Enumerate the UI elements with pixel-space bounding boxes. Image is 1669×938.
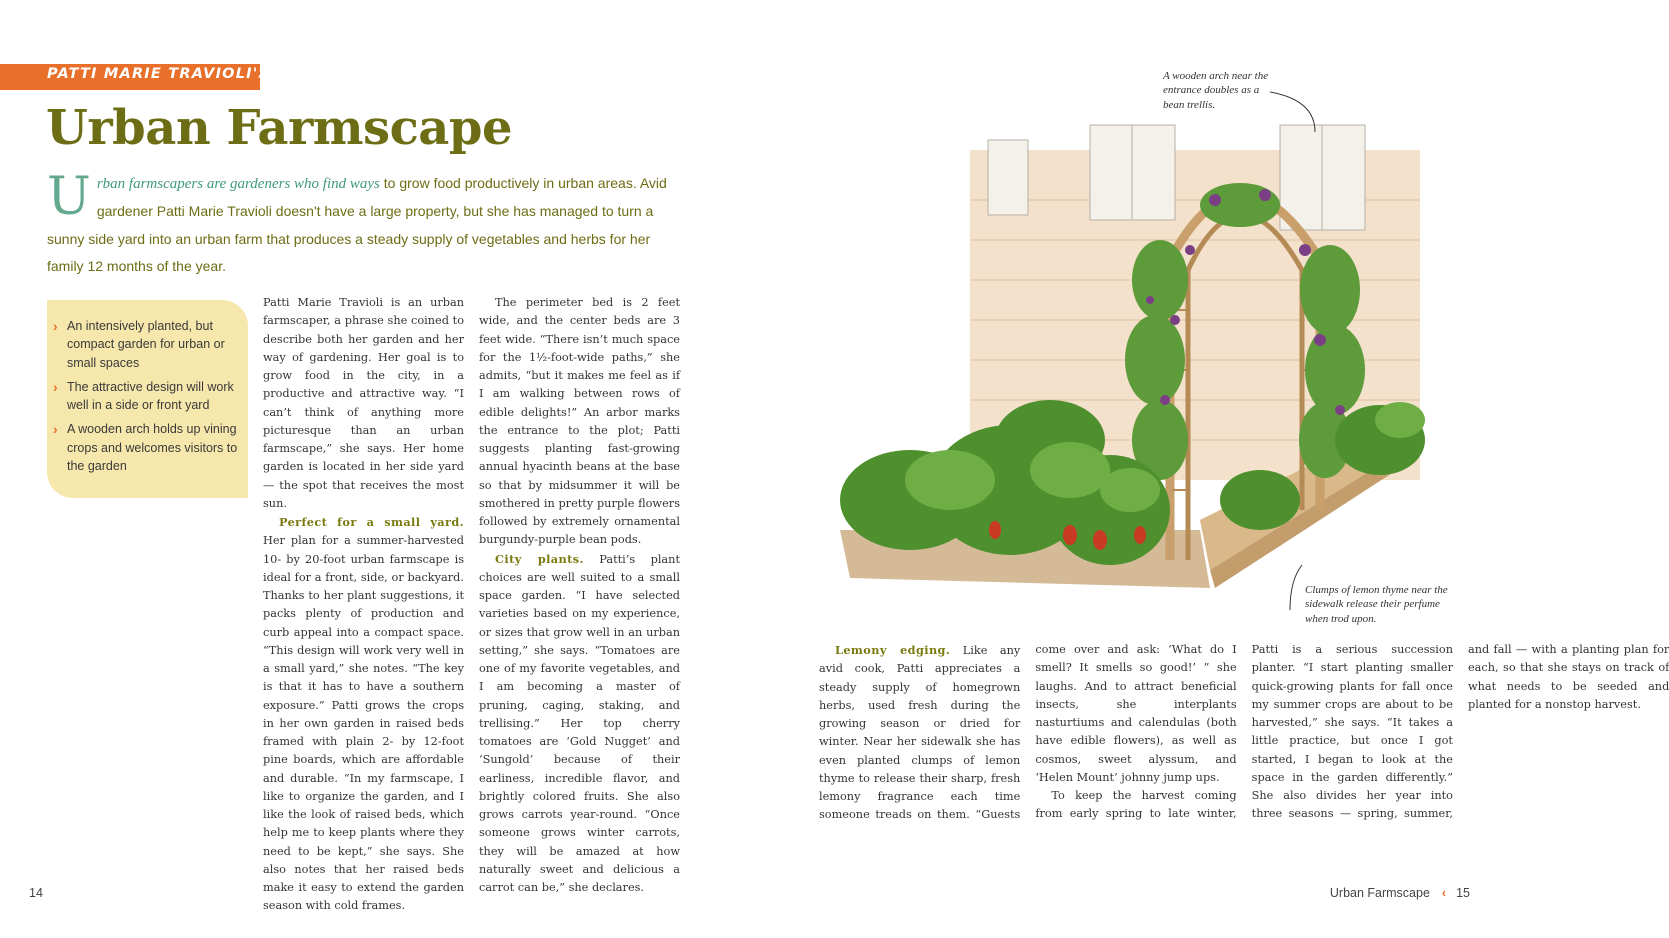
paragraph-text: Like any avid cook, Patti appreciates a steady supply of homegrown herbs, used fresh during the growing season or dried for winter. Near her sidewalk she has even planted clumps of lemon thyme to release their sharp, fresh lemony fragrance each time someone treads on them. “Guests come over and ask: ‘What do I smell? It smells so good!’ ” she laughs. And to attract beneficial insects, she interplants nasturtiums and calendulas (both have edible flowers), as well as cosmos, sweet alyssum, and ‘Helen Mount’ johnny jump ups. [819,643,1237,822]
body-column-2 [479,294,680,897]
paragraph-text: Patti’s plant choices are well suited to a small space garden. “I have selected varieties based on my experience, or sizes that grow well in an urban setting,” she says. “Tomatoes are one of my favorite vegetables, and I am becoming a master of pruning, caging, staking, and trellising.” Her top cherry tomatoes are ‘Gold Nugget’ and ‘Sungold’ because of their earliness, incredible flavor, and brightly colored fruits. She also grows carrots year-round. “Once someone grows winter carrots, they will be amazed at how naturally sweet and delicious a carrot can be,” she declares. [479,552,680,894]
sidebar-item-text: The attractive design will work well in a side or front yard [67,379,234,413]
sidebar-item [53,378,238,415]
body-paragraph [479,550,680,898]
paragraph-text: Her plan for a summer-harvested 10- by 20-foot urban farmscape is ideal for a front, side, or backyard. Thanks to her plant suggestions, it packs plenty of production and curb appeal into a compact space. “This design will work very well in a small yard,” she notes. “The key is that it has to have a southern exposure.” Patti grows the crops in her own garden in raised beds framed with plain 2- by 12-foot pine boards, which are affordable and durable. “In my farmscape, I like to organize the garden, and I like the look of raised beds, which help me to keep plants where they need to be kept,” she says. She also notes that her raised beds make it easy to extend the garden season with cold frames. [263,534,464,913]
page-title: Urban Farmscape [46,100,513,156]
chevron-right-icon: › [53,318,58,334]
body-paragraph: The perimeter bed is 2 feet wide, and the center beds are 3 feet wide. “There isn’t much space for the 1½-foot-wide paths,” she admits, “but it makes me feel as if I am walking between rows of edible delights!” An arbor marks the entrance to the plot; Patti suggests planting fast-growing annual hyacinth beans at the base so that by midsummer it will be smothered in pretty purple flowers followed by extremely ornamental burgundy-purple bean pods. [479,296,680,547]
body-paragraph [263,513,464,916]
page-number-right: 15 [1456,886,1470,900]
running-title: Urban Farmscape [1329,886,1430,900]
intro-paragraph [47,167,687,280]
chevron-right-icon: › [53,421,58,438]
page-footer-right [1330,886,1470,900]
body-columns-right [819,641,1669,841]
body-column-1 [263,294,464,916]
section-lead: Perfect for a small yard. [279,515,464,529]
title-banner [0,64,271,90]
designer-tag: PATTI MARIE TRAVIOLI'S [47,66,271,82]
intro-text: to grow food productively in urban areas. Avid gardener Patti Marie Travioli doesn't have a large property, but she has managed to turn a sunny side yard into an urban farm that produces a steady supply of vegetables and herbs for her family 12 months of the year. [47,175,667,274]
caption-thyme: Clumps of lemon thyme near the sidewalk release their perfume when trod upon. [1305,584,1448,625]
caption-arch: A wooden arch near the entrance doubles as a bean trellis. [1163,70,1269,111]
body-paragraph: Patti Marie Travioli is an urban farmscaper, a phrase she coined to describe both her garden and her way of gardening. Her goal is to grow food in the city, in a productive and attractive way. “I can’t think of anything more picturesque than an urban farmscape,” she says. Her home garden is located in her side yard — the spot that receives the most sun. [263,296,464,510]
drop-cap: U [47,167,91,227]
sidebar-item [53,420,238,475]
highlights-sidebar [47,300,248,498]
sidebar-item-text: A wooden arch holds up vining crops and welcomes visitors to the garden [67,422,238,474]
intro-lead: rban farmscapers are gardeners who find ways [96,176,380,192]
body-paragraph: To keep the harvest coming from early spring to late winter, Patti is a serious succession planter. “I start planting smaller quick-growing plants for fall once my summer crops are about to be harvested,” she says. “It takes a little practice, but once I got started, I began to look at the space in the garden differently.” She also divides her year into three seasons — spring, summer, and fall — with a planting plan for each, so that she stays on track of what needs to be seeded and planted for a nonstop harvest. [1035,643,1669,821]
sidebar-item [53,317,238,372]
sidebar-item-text: An intensively planted, but compact garden for urban or small spaces [67,319,225,370]
chevron-right-icon: › [53,378,58,395]
section-lead: City plants. [495,551,584,566]
page-number-left: 14 [29,886,43,900]
section-lead: Lemony edging. [835,643,951,657]
garden-illustration [820,110,1460,635]
chevron-left-icon: ‹ [1441,886,1447,900]
